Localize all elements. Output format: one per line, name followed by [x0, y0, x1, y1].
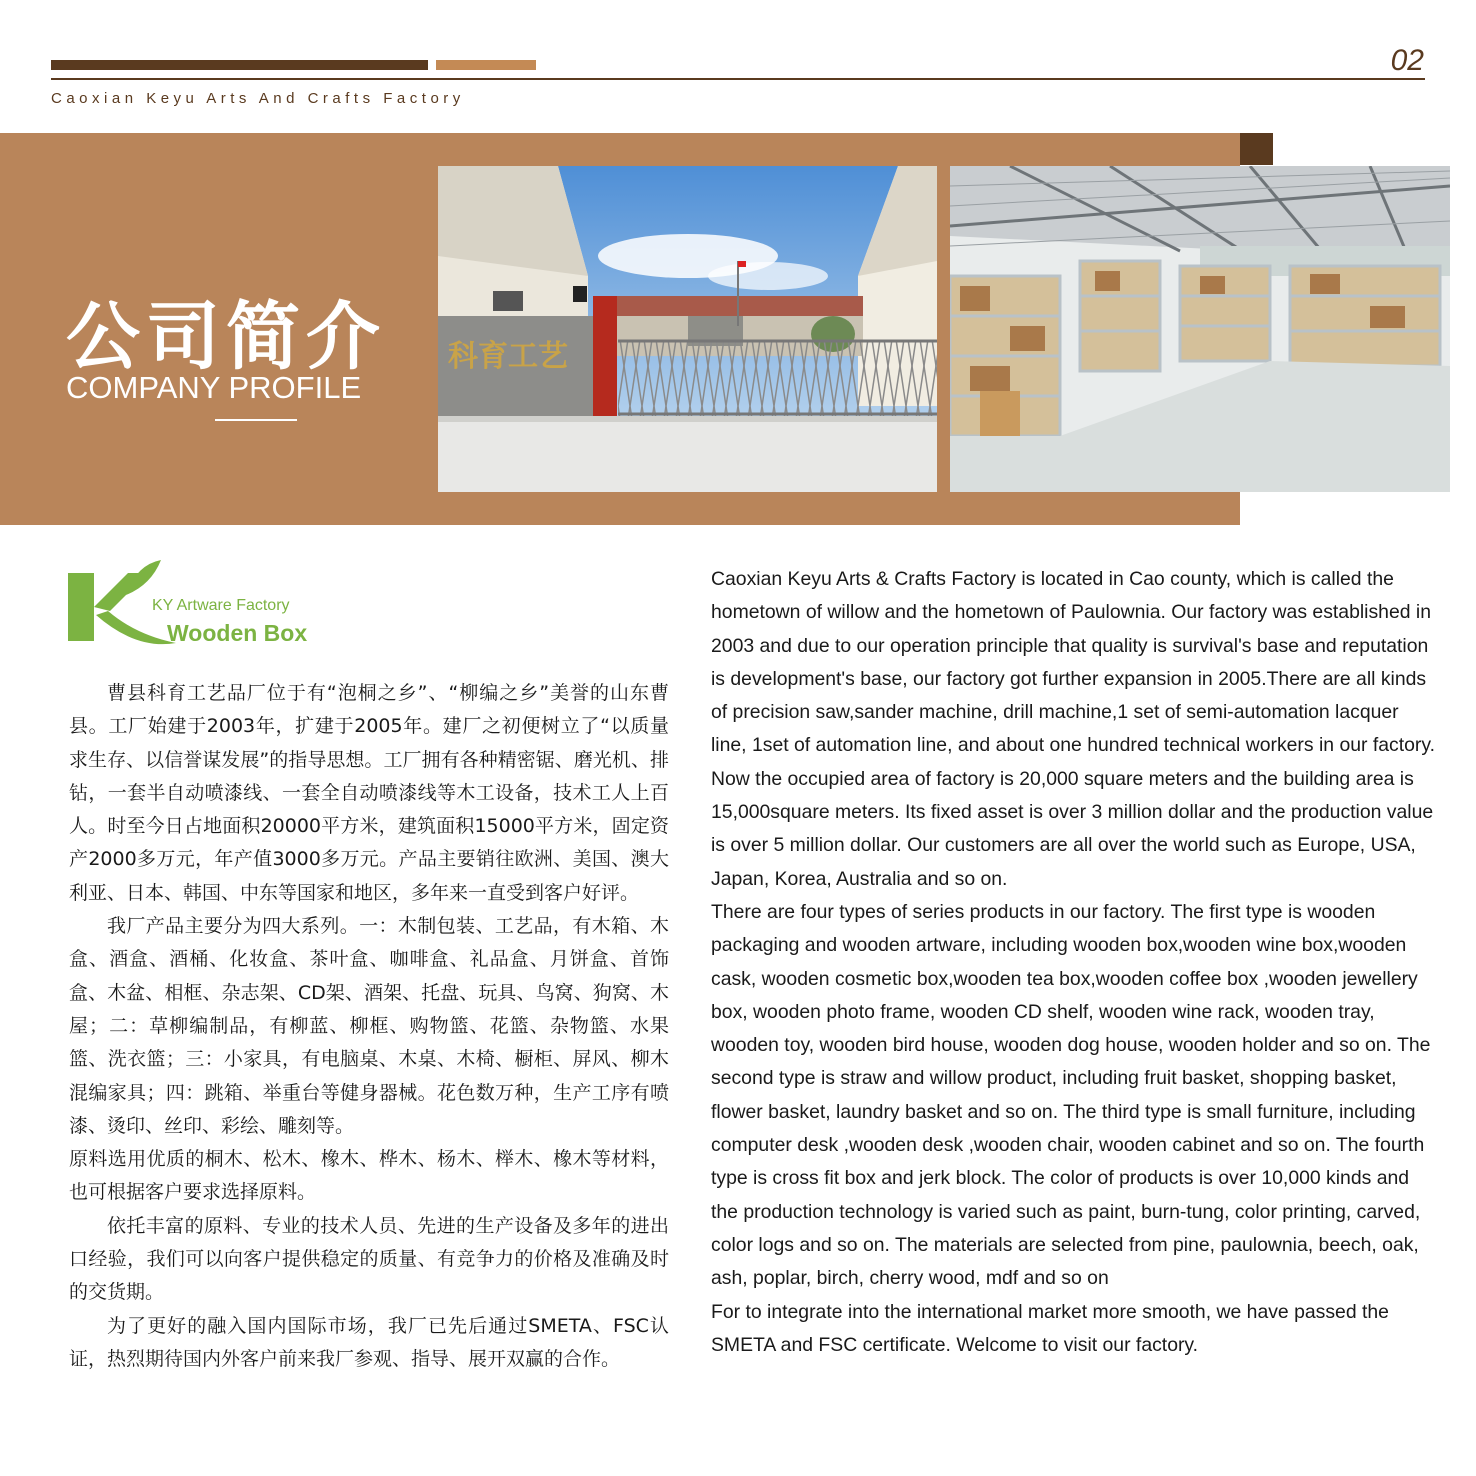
cn-paragraph-3: 原料选用优质的桐木、松木、橡木、桦木、杨木、榉木、橡木等材料，也可根据客户要求选择原料。	[69, 1148, 669, 1204]
header-rule	[51, 78, 1425, 80]
header-bar-light	[436, 60, 536, 70]
cn-paragraph-4: 依托丰富的原料、专业的技术人员、先进的生产设备及多年的进出口经验，我们可以向客户提供稳定的质量、有竞争力的价格及准确及时的交货期。	[69, 1214, 669, 1304]
warehouse-photo	[950, 166, 1450, 492]
cn-paragraph-1: 曹县科育工艺品厂位于有“泡桐之乡”、“柳编之乡”美誉的山东曹县。工厂始建于2003年，扩建于2005年。建厂之初便树立了“以质量求生存、以信誉谋发展”的指导思想。工厂拥有各种精密锯、磨光机、排钻，一套半自动喷漆线、一套全自动喷漆线等木工设备，技术工人上百人。时至今日占地面积20000平方米，建筑面积15000平方米，固定资产2000多万元，年产值3000多万元。产品主要销往欧洲、美国、澳大利亚、日本、韩国、中东等国家和地区，多年来一直受到客户好评。	[69, 682, 669, 904]
logo-title: Wooden Box	[167, 620, 308, 646]
page-title-en: COMPANY PROFILE	[66, 370, 362, 405]
factory-name: Caoxian Keyu Arts And Crafts Factory	[51, 90, 465, 107]
banner-corner-accent	[1240, 133, 1273, 165]
logo-subtitle: KY Artware Factory	[152, 597, 290, 614]
page-title-cn: 公司简介	[66, 294, 386, 380]
cn-paragraph-5: 为了更好的融入国内国际市场，我厂已先后通过SMETA、FSC认证，热烈期待国内外客户前来我厂参观、指导、展开双赢的合作。	[69, 1314, 669, 1370]
en-paragraph-3: For to integrate into the international market more smooth, we have passed the SMETA and FSC certificate. Welcome to visit our factory.	[711, 1300, 1389, 1356]
header-bar-dark	[51, 60, 428, 70]
en-paragraph-2: There are four types of series products in our factory. The first type is wooden packaging and wooden artware, including wooden box,wooden wine box,wooden cask, wooden cosmetic box,wooden tea box,wooden coffee box ,wooden jewellery box, wooden photo frame, wooden CD shelf, wooden wine rack, wooden tray, wooden toy, wooden bird house, wooden dog house, wooden holder and so on. The second type is straw and willow product, including fruit basket, shopping basket, flower basket, laundry basket and so on. The third type is small furniture, including computer desk ,wooden desk ,wooden chair, wooden cabinet and so on. The fourth type is cross fit box and jerk block. The color of products is over 10,000 kinds and the production technology is varied such as paint, burn-tung, color printing, carved, color logs and so on. The materials are selected from pine, paulownia, beech, oak, ash, poplar, birch, cherry wood, mdf and so on	[711, 900, 1431, 1290]
chinese-description	[69, 677, 669, 1376]
page-number: 02	[1390, 44, 1424, 77]
gate-sign-text: 科育工艺	[448, 339, 568, 374]
factory-gate-photo	[438, 166, 937, 492]
title-underline	[215, 419, 297, 421]
cn-paragraph-2: 我厂产品主要分为四大系列。一：木制包装、工艺品，有木箱、木盒、酒盒、酒桶、化妆盒、茶叶盒、咖啡盒、礼品盒、月饼盒、首饰盒、木盆、相框、杂志架、CD架、酒架、托盘、玩具、鸟窝、狗窝、木屋；二：草柳编制品，有柳蓝、柳框、购物篮、花篮、杂物篮、水果篮、洗衣篮；三：小家具，有电脑桌、木桌、木椅、橱柜、屏风、柳木混编家具；四：跳箱、举重台等健身器械。花色数万种，生产工序有喷漆、烫印、丝印、彩绘、雕刻等。	[69, 915, 669, 1137]
en-paragraph-1: Caoxian Keyu Arts & Crafts Factory is located in Cao county, which is called the hometown of willow and the hometown of Paulownia. Our factory was established in 2003 and due to our operation principle that quality is survival's base and reputation is development's base, our factory got further expansion in 2005.There are all kinds of precision saw,sander machine, drill machine,1 set of semi-automation lacquer line, 1set of automation line, and about one hundred technical workers in our factory. Now the occupied area of factory is 20,000 square meters and the building area is 15,000square meters. Its fixed asset is over 3 million dollar and the production value is over 5 million dollar. Our customers are all over the world such as Europe, USA, Japan, Korea, Australia and so on.	[711, 568, 1435, 890]
english-description	[711, 563, 1437, 1362]
